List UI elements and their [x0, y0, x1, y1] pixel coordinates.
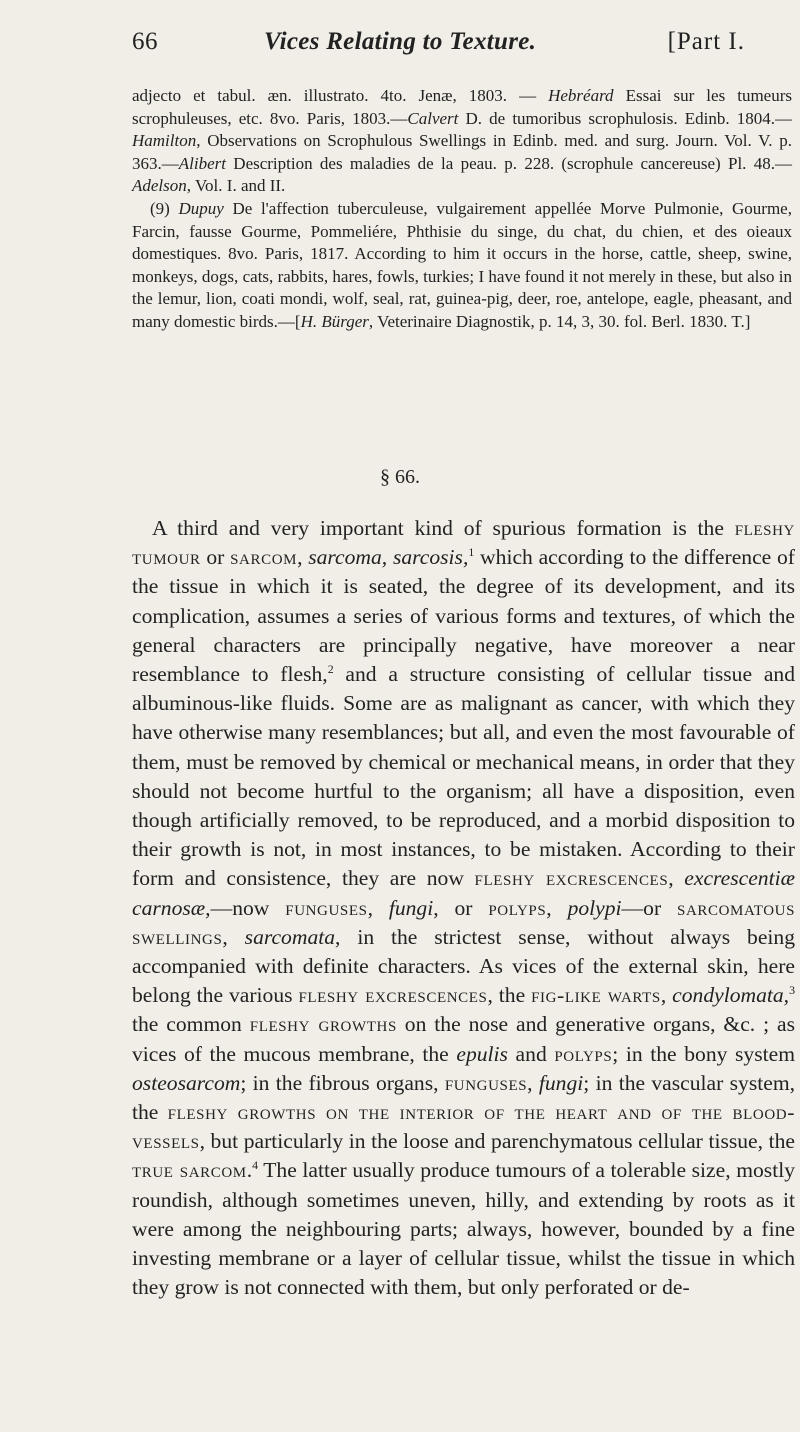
text-run: , in the strictest sense, without always being accompanied with definite characters. As vices of the external skin, here belong the various [132, 924, 796, 1008]
text-run: , [660, 983, 673, 1008]
italic-run: osteosarcom [132, 1070, 241, 1095]
part-label: [Part I. [667, 28, 745, 55]
italic-run: Dupuy [178, 198, 224, 218]
footnote-block [132, 85, 792, 334]
small-caps-term: true sarcom [132, 1158, 247, 1183]
text-run: The latter usually produce tumours of a tolerable size, mostly roundish, although sometimes uneven, hilly, and extending by roots as it were among the neighbouring parts; always, however, bounded by a fine investing membrane or a layer of cellular tissue, whilst the tissue in which they grow is not connected with them, but only perforated or de- [132, 1158, 795, 1300]
italic-run: sarcoma, sarcosis, [308, 545, 469, 570]
footnote-ref: 2 [327, 661, 334, 676]
italic-run: Calvert [407, 108, 459, 128]
italic-run: polypi [567, 895, 622, 920]
small-caps-term: sarcom [230, 545, 298, 570]
footnote-ref: 4 [252, 1158, 259, 1173]
text-run: D. de tumoribus scrophulosis. Edinb. 1804.— [458, 108, 792, 128]
italic-run: epulis [456, 1041, 508, 1066]
italic-run: Hamilton [132, 131, 197, 151]
text-run: , [546, 895, 568, 920]
italic-run: fungi [388, 895, 434, 920]
running-header [132, 28, 745, 62]
text-run: and [507, 1041, 555, 1066]
small-caps-term: polyps [554, 1041, 613, 1066]
text-run: , [297, 545, 309, 570]
text-run: , the [487, 983, 532, 1008]
section-heading: § 66. [380, 466, 420, 488]
italic-run: Alibert [178, 153, 226, 173]
small-caps-term: fleshy excrescences [474, 866, 669, 891]
text-run: , but particularly in the loose and parenchymatous cellular tissue, the [199, 1129, 795, 1154]
italic-run: Adelson [132, 176, 187, 196]
page-number: 66 [132, 28, 158, 55]
text-run: and a structure consisting of cellular tissue and albuminous-like fluids. Some are as malignant as cancer, with which they have otherwise many resemblances; but all, and even the most favourable of them, must be removed by chemical or mechanical means, in order that they should not become hurtful to the organism; all have a disposition, even though artificially removed, to be reproduced, and a morbid disposition to their growth is not, in most instances, to be mistaken. According to their form and consistence, they are now [132, 662, 796, 891]
small-caps-term: fleshy growths on the interior of the heart and of the blood-vessels [132, 1100, 796, 1154]
italic-run: H. Bürger [300, 311, 369, 331]
text-run: the common [132, 1012, 250, 1037]
text-run: ; in the vascular system, the [132, 1070, 796, 1125]
italic-run: excrescentiæ carnosæ, [132, 866, 796, 920]
small-caps-term: funguses [285, 895, 368, 920]
note-paragraph-1 [132, 85, 792, 198]
text-run: (9) [150, 198, 179, 218]
footnote-ref: 3 [789, 983, 796, 998]
footnote-ref: 1 [468, 545, 475, 560]
small-caps-term: polyps [488, 895, 547, 920]
text-run: —now [210, 895, 286, 920]
small-caps-term: fleshy excrescences [298, 983, 488, 1008]
small-caps-term: fig-like warts [531, 983, 661, 1008]
body-paragraph [132, 514, 795, 1302]
text-run: or [200, 545, 231, 570]
small-caps-term: sarcomatous swellings [132, 895, 796, 949]
text-run: , [668, 866, 685, 891]
running-title: Vices Relating to Texture. [264, 28, 537, 55]
text-run: De l'affection tuberculeuse, vulgairement appellée Morve Pulmonie, Gourme, Farcin, fausse Gourme, Pommeliére, Phthisie du singe, du chat, du chien, et des oieaux domestiques. 8vo. Paris, 1817. According to him it occurs in the horse, cattle, sheep, swine, monkeys, dogs, cats, rabbits, hares, fowls, turkies; I have found it not merely in these, but also in the lemur, lion, coati mondi, wolf, seal, rat, guinea-pig, deer, roe, antelope, eagle, pheasant, and many domestic birds.—[ [132, 198, 792, 331]
text-run: —or [621, 895, 677, 920]
italic-run: Hebréard [548, 86, 614, 105]
text-run: ; in the fibrous organs, [240, 1070, 445, 1095]
text-run: , Observations on Scrophulous Swellings in Edinb. med. and surg. Journ. Vol. V. p. 363.— [132, 131, 792, 173]
small-caps-term: fleshy tumour [132, 516, 795, 570]
italic-run: sarcomata [244, 924, 336, 949]
text-run: Description des maladies de la peau. p. 228. (scrophule cancereuse) Pl. 48.— [225, 153, 792, 173]
text-run: on the nose and generative organs, &c. ; as vices of the mucous membrane, the [132, 1012, 795, 1066]
note-paragraph-2 [132, 198, 792, 334]
text-run: ; in the bony system [612, 1041, 795, 1066]
text-run: , [527, 1070, 539, 1095]
text-run: , Vol. I. and II. [186, 176, 286, 196]
text-run: Essai sur les tumeurs scrophuleuses, etc. 8vo. Paris, 1803.— [132, 86, 792, 128]
text-run: adjecto et tabul. æn. illustrato. 4to. Jenæ, 1803. — [132, 86, 549, 105]
text-run: . [246, 1158, 253, 1183]
main-text [132, 514, 795, 1302]
italic-run: condylomata, [672, 983, 790, 1008]
text-run: , [222, 924, 245, 949]
small-caps-term: fleshy growths [249, 1012, 397, 1037]
text-run: , or [433, 895, 489, 920]
small-caps-term: funguses [444, 1070, 528, 1095]
text-run: , [367, 895, 389, 920]
text-run: A third and very important kind of spurious formation is the [152, 516, 735, 540]
text-run: which according to the difference of the tissue in which it is seated, the degree of its development, and its complication, assumes a series of various forms and textures, of which the general characters are principally negative, have moreover a near resemblance to flesh, [132, 545, 795, 687]
italic-run: fungi [538, 1070, 584, 1095]
text-run: , Veterinaire Diagnostik, p. 14, 3, 30. fol. Berl. 1830. T.] [368, 311, 751, 331]
